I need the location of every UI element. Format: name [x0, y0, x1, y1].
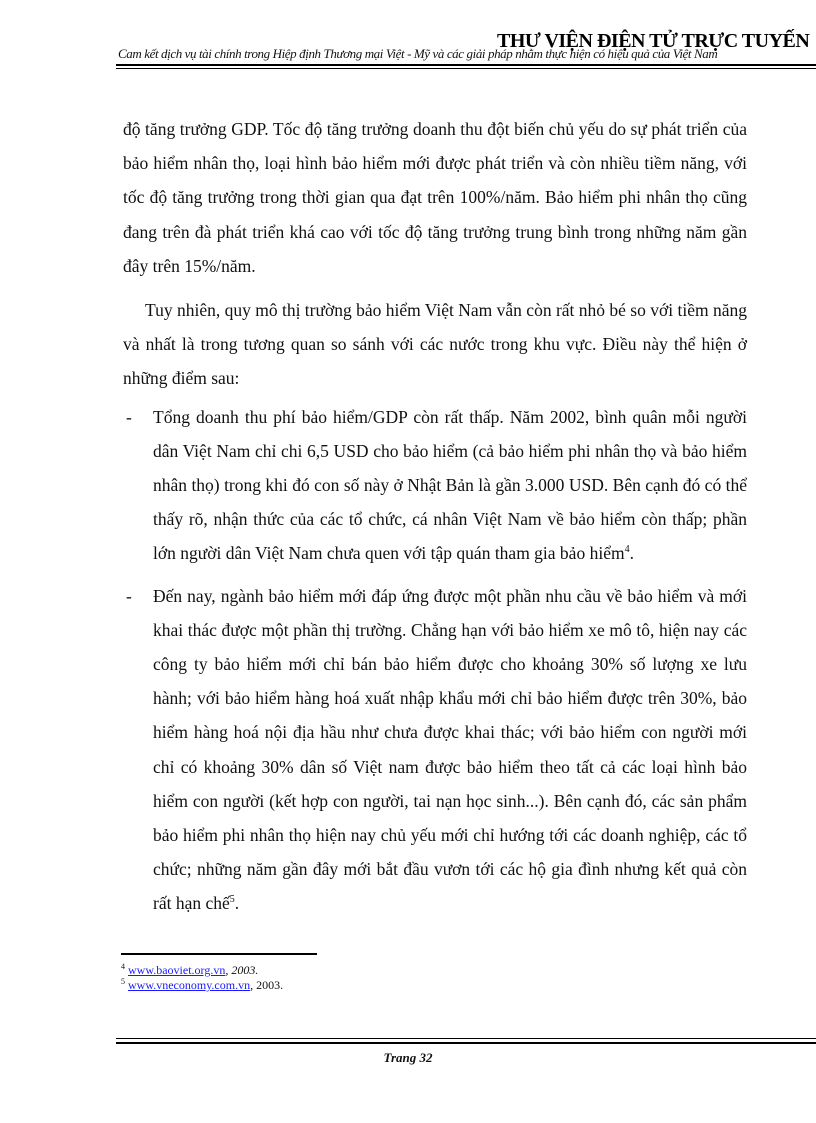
footnotes	[121, 963, 283, 993]
page-number: Trang 32	[383, 1050, 433, 1065]
bullet-end: .	[629, 543, 634, 564]
footnote-ref[interactable]: 5	[229, 894, 235, 906]
bullet-dash: -	[126, 406, 132, 427]
running-header: Cam kết dịch vụ tài chính trong Hiệp định Thương mại Việt - Mỹ và các giải pháp nhằm thực hiện có hiệu quả của Việt Nam	[118, 46, 718, 61]
footnote-ref[interactable]: 4	[624, 544, 630, 556]
bullet-text: Đến nay, ngành bảo hiểm mới đáp ứng được một phần nhu cầu về bảo hiểm và mới khai thác được một phần thị trường. Chẳng hạn với bảo hiểm xe mô tô, hiện nay các công ty bảo hiểm mới chỉ bán bảo hiểm được cho khoảng 30% số lượng xe lưu hành; với bảo hiểm hàng hoá xuất nhập khẩu mới chỉ bảo hiểm được trên 30%, bảo hiểm hàng hoá nội địa hầu như chưa được khai thác; với bảo hiểm con người mới chỉ có khoảng 30% dân số Việt nam được bảo hiểm theo tất cả các loại hình bảo hiểm con người (kết hợp con người, tai nạn học sinh...). Bên cạnh đó, các sản phẩm bảo hiểm phi nhân thọ hiện nay chủ yếu mới chỉ hướng tới các doanh nghiệp, các tổ chức; những năm gần đây mới bắt đầu vươn tới các hộ gia đình nhưng kết quả còn rất hạn chế	[153, 585, 747, 914]
bullet-end: .	[234, 893, 240, 914]
footnote-year: , 2003.	[250, 978, 284, 992]
bullet-item-2	[123, 579, 747, 921]
footnote-link[interactable]: www.baoviet.org.vn	[128, 963, 226, 977]
footnote-number: 4	[121, 962, 125, 971]
footer-rule-bottom	[116, 1042, 816, 1044]
footnote-link[interactable]: www.vneconomy.com.vn	[128, 978, 251, 992]
header-rule-bottom	[116, 68, 816, 69]
bullet-item-1	[123, 400, 747, 571]
footnote-number: 5	[121, 977, 125, 986]
footnote-5	[121, 978, 283, 993]
footnote-4	[121, 963, 283, 978]
footnote-separator	[121, 953, 317, 955]
library-watermark: THƯ VIỆN ĐIỆN TỬ TRỰC TUYẾN	[497, 30, 810, 52]
bullet-dash: -	[126, 585, 132, 606]
header-rule-top	[116, 64, 816, 66]
footnote-year: , 2003.	[225, 963, 259, 977]
paragraph-1: độ tăng trưởng GDP. Tốc độ tăng trưởng doanh thu đột biến chủ yếu do sự phát triển của bảo hiểm nhân thọ, loại hình bảo hiểm mới được phát triển và còn nhiều tiềm năng, với tốc độ tăng trưởng trong thời gian qua đạt trên 100%/năm. Bảo hiểm phi nhân thọ cũng đang trên đà phát triển khá cao với tốc độ tăng trưởng trung bình trong những năm gần đây trên 15%/năm.	[123, 119, 747, 276]
footer-rule-top	[116, 1038, 816, 1039]
main-body	[123, 112, 747, 921]
bullet-text: Tổng doanh thu phí bảo hiểm/GDP còn rất thấp. Năm 2002, bình quân mỗi người dân Việt Nam chỉ chi 6,5 USD cho bảo hiểm (cả bảo hiểm phi nhân thọ và bảo hiểm nhân thọ) trong khi đó con số này ở Nhật Bản là gần 3.000 USD. Bên cạnh đó có thể thấy rõ, nhận thức của các tổ chức, cá nhân Việt Nam về bảo hiểm còn thấp; phần lớn người dân Việt Nam chưa quen với tập quán tham gia bảo hiểm	[153, 406, 747, 564]
paragraph-2: Tuy nhiên, quy mô thị trường bảo hiểm Việt Nam vẫn còn rất nhỏ bé so với tiềm năng và nhất là trong tương quan so sánh với các nước trong khu vực. Điều này thể hiện ở những điểm sau:	[123, 300, 747, 389]
